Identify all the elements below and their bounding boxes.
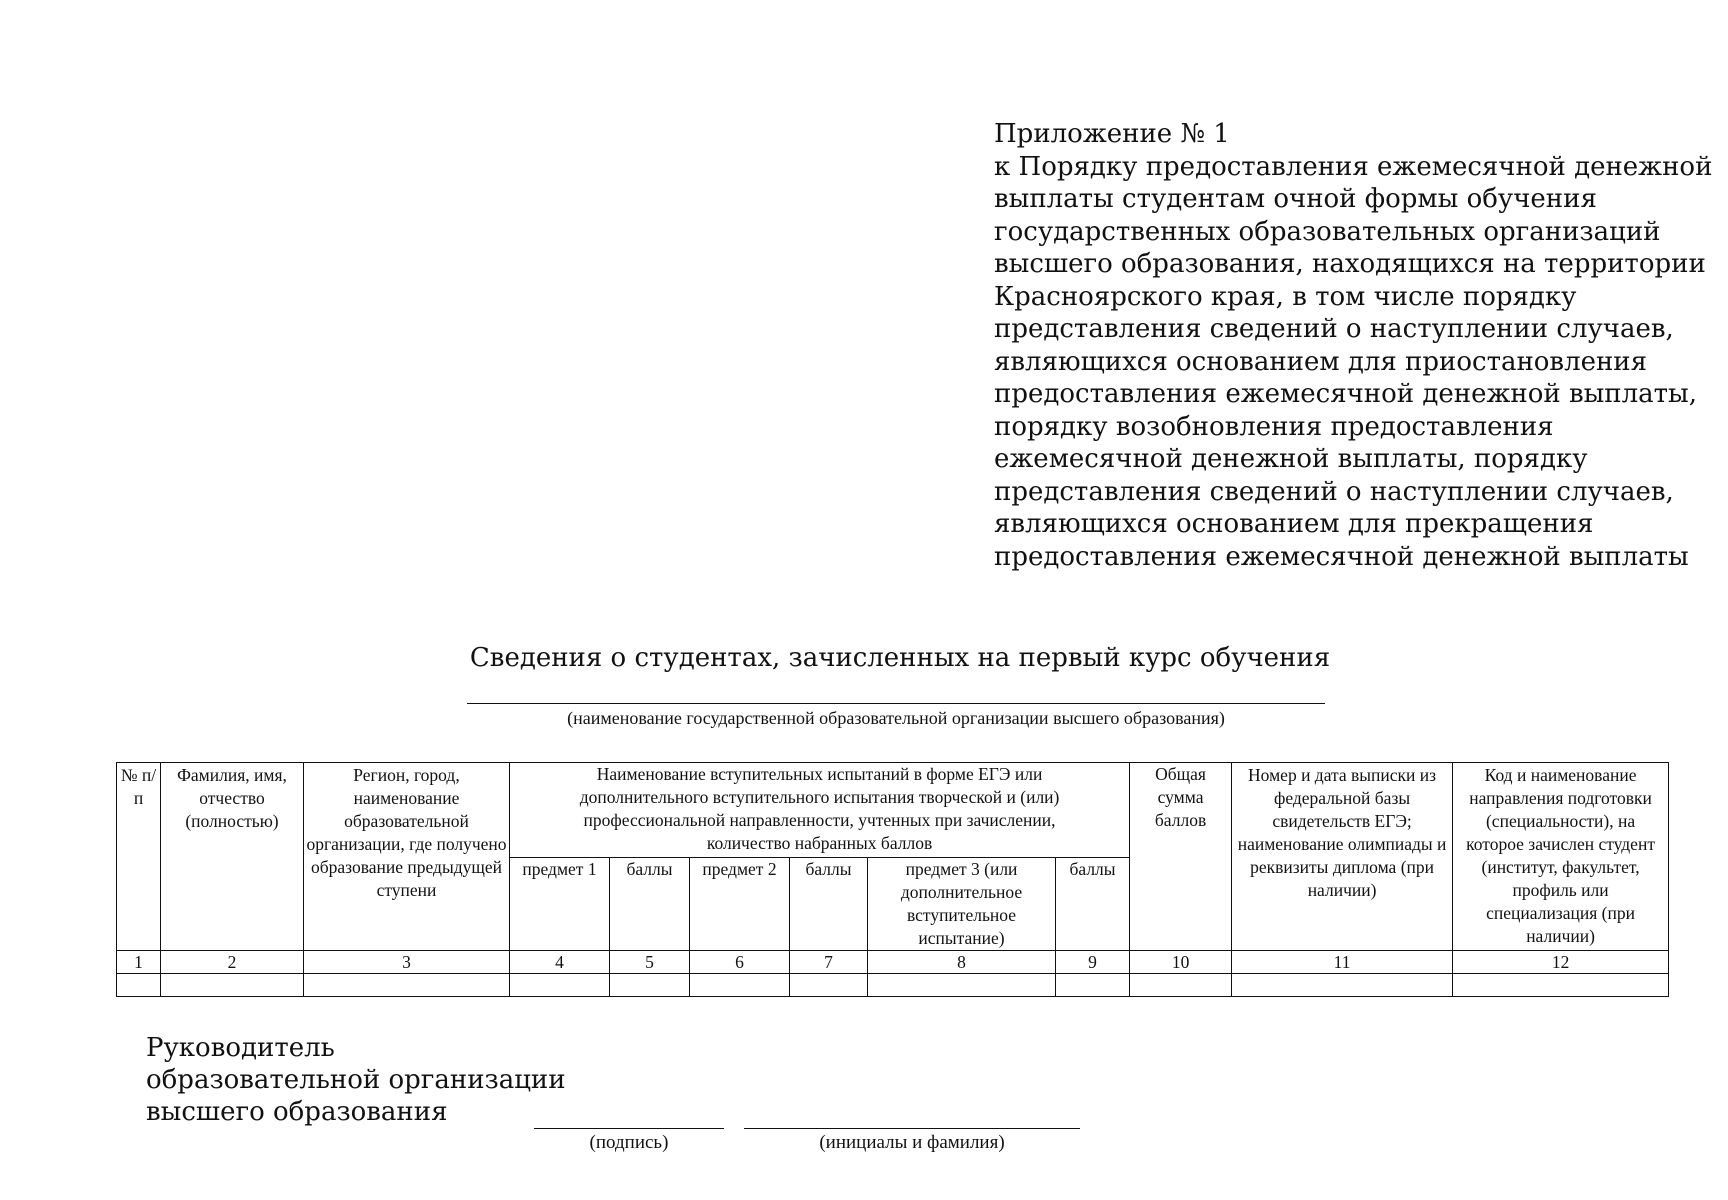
header-previous-education: [304, 763, 510, 951]
column-number: 10: [1130, 951, 1232, 974]
appendix-line: представления сведений о наступлении случаев,: [994, 476, 1674, 507]
header-full-name-text: Фамилия, имя, отчество (полностью): [177, 765, 287, 831]
appendix-line: Приложение № 1: [994, 119, 1230, 149]
appendix-block: [994, 118, 1713, 573]
header-total-score: [1130, 763, 1232, 951]
table-cell[interactable]: [690, 974, 790, 997]
table-header-row: [117, 763, 1669, 858]
table-cell[interactable]: [510, 974, 610, 997]
signature-line[interactable]: [534, 1128, 724, 1129]
header-number-text: № п/п: [120, 765, 157, 808]
appendix-line: ежемесячной денежной выплаты, порядку: [994, 444, 1588, 474]
table-cell[interactable]: [868, 974, 1056, 997]
document-title: Сведения о студентах, зачисленных на первый курс обучения: [469, 643, 1331, 673]
header-subject-3-text: предмет 3 (или дополнительное вступительное испытание): [900, 859, 1023, 948]
name-line[interactable]: [744, 1128, 1080, 1129]
header-study-direction: [1453, 763, 1669, 951]
table-cell[interactable]: [1453, 974, 1669, 997]
header-subject-1: предмет 1: [510, 858, 610, 951]
column-number: 9: [1056, 951, 1130, 974]
header-subject-3: [868, 858, 1056, 951]
header-score-1: баллы: [610, 858, 690, 951]
appendix-line: являющихся основанием для приостановления: [994, 346, 1648, 377]
column-number: 8: [868, 951, 1056, 974]
column-number: 1: [117, 951, 161, 974]
table-cell[interactable]: [304, 974, 510, 997]
header-score-2: баллы: [790, 858, 868, 951]
header-entrance-exams-text: Наименование вступительных испытаний в форме ЕГЭ или дополнительного вступительного испытания творческой и (или) профессиональной направленности, учтенных при зачислении, количество набранных баллов: [579, 764, 1060, 853]
students-table: [116, 762, 1669, 997]
column-number: 5: [610, 951, 690, 974]
column-number: 3: [304, 951, 510, 974]
signer-line: Руководитель: [146, 1033, 335, 1063]
appendix-line: выплаты студентам очной формы обучения: [994, 184, 1597, 214]
appendix-line: представления сведений о наступлении случаев,: [994, 314, 1674, 344]
table-cell[interactable]: [161, 974, 304, 997]
header-full-name: [161, 763, 304, 951]
appendix-line: государственных образовательных организаций: [994, 216, 1661, 247]
column-number: 2: [161, 951, 304, 974]
column-number: 11: [1232, 951, 1453, 974]
table-cell[interactable]: [1232, 974, 1453, 997]
appendix-line: порядку возобновления предоставления: [994, 411, 1554, 442]
table-cell[interactable]: [610, 974, 690, 997]
appendix-line: являющихся основанием для прекращения: [994, 509, 1594, 539]
name-caption: (инициалы и фамилия): [819, 1132, 1005, 1153]
header-previous-education-text: Регион, город, наименование образовательной организации, где получено образование предыдущей ступени: [306, 765, 507, 900]
table-cell[interactable]: [1130, 974, 1232, 997]
appendix-line: к Порядку предоставления ежемесячной денежной: [994, 151, 1713, 182]
organization-name-caption: (наименование государственной образовательной организации высшего образования): [567, 708, 1225, 728]
header-entrance-exams: [510, 763, 1130, 858]
header-subject-2: предмет 2: [690, 858, 790, 951]
column-number: 4: [510, 951, 610, 974]
column-number: 12: [1453, 951, 1669, 974]
header-exam-extract-text: Номер и дата выписки из федеральной базы свидетельств ЕГЭ; наименование олимпиады и реквизиты диплома (при наличии): [1237, 765, 1447, 900]
column-number: 6: [690, 951, 790, 974]
signer-line: высшего образования: [146, 1097, 448, 1127]
appendix-line: предоставления ежемесячной денежной выплаты: [994, 541, 1689, 572]
header-exam-extract: [1232, 763, 1453, 951]
organization-name-line[interactable]: [467, 703, 1325, 704]
table-cell[interactable]: [117, 974, 161, 997]
appendix-line: Красноярского края, в том числе порядку: [994, 281, 1577, 312]
table-cell[interactable]: [790, 974, 868, 997]
header-study-direction-text: Код и наименование направления подготовки (специальности), на которое зачислен студент (институт, факультет, профиль или специализация (при наличии): [1466, 765, 1655, 946]
table-cell[interactable]: [1056, 974, 1130, 997]
column-numbers-row: [117, 951, 1669, 974]
header-total-score-text: Общая сумма баллов: [1154, 764, 1207, 830]
signature-caption: (подпись): [589, 1132, 669, 1153]
signer-line: образовательной организации: [146, 1065, 566, 1095]
signer-title: [146, 1032, 706, 1128]
table-row: [117, 974, 1669, 997]
appendix-line: высшего образования, находящихся на территории: [994, 249, 1706, 279]
column-number: 7: [790, 951, 868, 974]
header-score-3: баллы: [1056, 858, 1130, 951]
appendix-line: предоставления ежемесячной денежной выплаты,: [994, 379, 1697, 409]
header-number: [117, 763, 161, 951]
